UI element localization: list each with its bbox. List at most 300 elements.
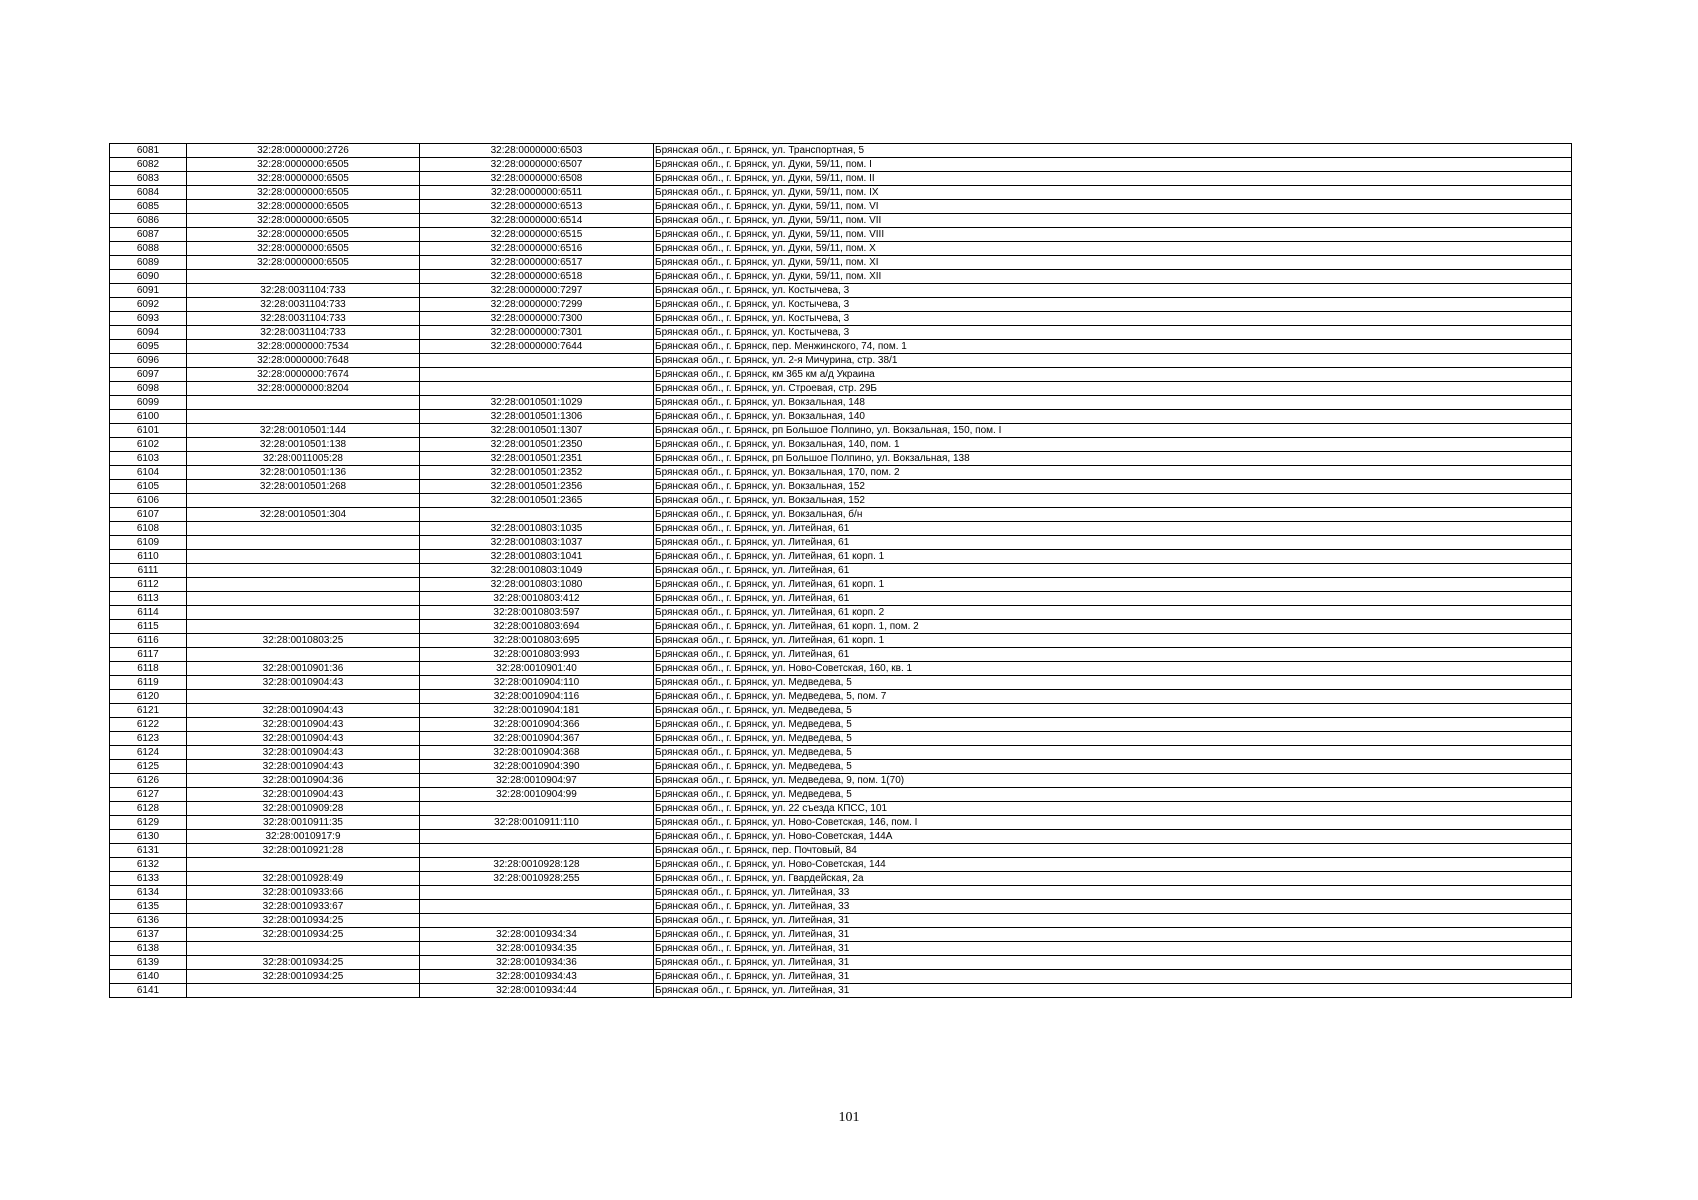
cadastral-number-cell: 32:28:0010501:2365 bbox=[420, 494, 654, 508]
parent-cadastral-number-cell: 32:28:0010921:28 bbox=[187, 844, 420, 858]
address-cell: Брянская обл., г. Брянск, ул. Литейная, 33 bbox=[654, 900, 1572, 914]
address-cell: Брянская обл., г. Брянск, ул. Дуки, 59/11, пом. I bbox=[654, 158, 1572, 172]
parent-cadastral-number-cell: 32:28:0010904:43 bbox=[187, 788, 420, 802]
cadastral-number-cell: 32:28:0010501:2351 bbox=[420, 452, 654, 466]
address-cell: Брянская обл., г. Брянск, ул. Литейная, 31 bbox=[654, 956, 1572, 970]
table-row bbox=[110, 928, 1572, 942]
table-row bbox=[110, 200, 1572, 214]
address-cell: Брянская обл., г. Брянск, ул. Вокзальная, 140 bbox=[654, 410, 1572, 424]
table-row bbox=[110, 242, 1572, 256]
address-cell: Брянская обл., г. Брянск, ул. Литейная, 31 bbox=[654, 928, 1572, 942]
parent-cadastral-number-cell: 32:28:0011005:28 bbox=[187, 452, 420, 466]
address-cell: Брянская обл., г. Брянск, ул. Дуки, 59/11, пом. IX bbox=[654, 186, 1572, 200]
cadastral-number-cell: 32:28:0010904:367 bbox=[420, 732, 654, 746]
parent-cadastral-number-cell: 32:28:0010904:43 bbox=[187, 718, 420, 732]
cadastral-number-cell bbox=[420, 354, 654, 368]
table-row bbox=[110, 732, 1572, 746]
parent-cadastral-number-cell bbox=[187, 606, 420, 620]
address-cell: Брянская обл., г. Брянск, ул. Костычева, 3 bbox=[654, 326, 1572, 340]
row-number-cell: 6090 bbox=[110, 270, 187, 284]
table-row bbox=[110, 802, 1572, 816]
address-cell: Брянская обл., г. Брянск, ул. Транспортная, 5 bbox=[654, 144, 1572, 158]
table-row bbox=[110, 452, 1572, 466]
address-cell: Брянская обл., г. Брянск, ул. Ново-Советская, 160, кв. 1 bbox=[654, 662, 1572, 676]
parent-cadastral-number-cell: 32:28:0031104:733 bbox=[187, 326, 420, 340]
address-cell: Брянская обл., г. Брянск, ул. Литейная, 61 bbox=[654, 592, 1572, 606]
cadastral-number-cell: 32:28:0010904:368 bbox=[420, 746, 654, 760]
table-row bbox=[110, 760, 1572, 774]
row-number-cell: 6131 bbox=[110, 844, 187, 858]
table-row bbox=[110, 508, 1572, 522]
table-row bbox=[110, 662, 1572, 676]
table-row bbox=[110, 438, 1572, 452]
cadastral-number-cell bbox=[420, 830, 654, 844]
row-number-cell: 6125 bbox=[110, 760, 187, 774]
parent-cadastral-number-cell: 32:28:0010934:25 bbox=[187, 956, 420, 970]
row-number-cell: 6089 bbox=[110, 256, 187, 270]
table-row bbox=[110, 984, 1572, 998]
row-number-cell: 6105 bbox=[110, 480, 187, 494]
table-row bbox=[110, 312, 1572, 326]
address-cell: Брянская обл., г. Брянск, ул. Вокзальная, 170, пом. 2 bbox=[654, 466, 1572, 480]
parent-cadastral-number-cell: 32:28:0031104:733 bbox=[187, 284, 420, 298]
parent-cadastral-number-cell: 32:28:0010904:43 bbox=[187, 746, 420, 760]
table-row bbox=[110, 256, 1572, 270]
parent-cadastral-number-cell: 32:28:0000000:7674 bbox=[187, 368, 420, 382]
parent-cadastral-number-cell: 32:28:0010917:9 bbox=[187, 830, 420, 844]
table-row bbox=[110, 634, 1572, 648]
row-number-cell: 6112 bbox=[110, 578, 187, 592]
parent-cadastral-number-cell: 32:28:0010934:25 bbox=[187, 914, 420, 928]
table-row bbox=[110, 858, 1572, 872]
cadastral-number-cell: 32:28:0010911:110 bbox=[420, 816, 654, 830]
cadastral-number-cell: 32:28:0010501:2352 bbox=[420, 466, 654, 480]
parent-cadastral-number-cell: 32:28:0031104:733 bbox=[187, 312, 420, 326]
cadastral-number-cell: 32:28:0000000:6518 bbox=[420, 270, 654, 284]
table-row bbox=[110, 690, 1572, 704]
address-cell: Брянская обл., г. Брянск, ул. Дуки, 59/11, пом. VIII bbox=[654, 228, 1572, 242]
row-number-cell: 6130 bbox=[110, 830, 187, 844]
cadastral-number-cell bbox=[420, 368, 654, 382]
cadastral-number-cell: 32:28:0010803:1037 bbox=[420, 536, 654, 550]
cadastral-number-cell: 32:28:0000000:7644 bbox=[420, 340, 654, 354]
parent-cadastral-number-cell bbox=[187, 410, 420, 424]
row-number-cell: 6132 bbox=[110, 858, 187, 872]
row-number-cell: 6099 bbox=[110, 396, 187, 410]
table-row bbox=[110, 354, 1572, 368]
cadastral-number-cell: 32:28:0000000:6507 bbox=[420, 158, 654, 172]
row-number-cell: 6083 bbox=[110, 172, 187, 186]
address-cell: Брянская обл., г. Брянск, ул. Литейная, 61 корп. 1 bbox=[654, 578, 1572, 592]
row-number-cell: 6094 bbox=[110, 326, 187, 340]
table-row bbox=[110, 774, 1572, 788]
table-row bbox=[110, 564, 1572, 578]
table-row bbox=[110, 550, 1572, 564]
parent-cadastral-number-cell: 32:28:0000000:7648 bbox=[187, 354, 420, 368]
address-cell: Брянская обл., г. Брянск, ул. Ново-Советская, 146, пом. I bbox=[654, 816, 1572, 830]
address-cell: Брянская обл., г. Брянск, ул. 22 съезда КПСС, 101 bbox=[654, 802, 1572, 816]
parent-cadastral-number-cell: 32:28:0010501:268 bbox=[187, 480, 420, 494]
row-number-cell: 6141 bbox=[110, 984, 187, 998]
parent-cadastral-number-cell bbox=[187, 620, 420, 634]
cadastral-number-cell: 32:28:0010904:116 bbox=[420, 690, 654, 704]
parent-cadastral-number-cell: 32:28:0000000:6505 bbox=[187, 214, 420, 228]
parent-cadastral-number-cell: 32:28:0010933:66 bbox=[187, 886, 420, 900]
table-row bbox=[110, 620, 1572, 634]
cadastral-number-cell: 32:28:0010904:390 bbox=[420, 760, 654, 774]
table-row bbox=[110, 382, 1572, 396]
table-row bbox=[110, 494, 1572, 508]
table-row bbox=[110, 718, 1572, 732]
address-cell: Брянская обл., г. Брянск, пер. Менжинского, 74, пом. 1 bbox=[654, 340, 1572, 354]
row-number-cell: 6118 bbox=[110, 662, 187, 676]
row-number-cell: 6103 bbox=[110, 452, 187, 466]
row-number-cell: 6120 bbox=[110, 690, 187, 704]
address-cell: Брянская обл., г. Брянск, ул. Ново-Советская, 144 bbox=[654, 858, 1572, 872]
address-cell: Брянская обл., г. Брянск, ул. Вокзальная, 148 bbox=[654, 396, 1572, 410]
row-number-cell: 6108 bbox=[110, 522, 187, 536]
cadastral-number-cell: 32:28:0010803:597 bbox=[420, 606, 654, 620]
parent-cadastral-number-cell bbox=[187, 942, 420, 956]
row-number-cell: 6091 bbox=[110, 284, 187, 298]
parent-cadastral-number-cell: 32:28:0010933:67 bbox=[187, 900, 420, 914]
address-cell: Брянская обл., г. Брянск, ул. Медведева, 5 bbox=[654, 788, 1572, 802]
address-cell: Брянская обл., г. Брянск, ул. Вокзальная, 152 bbox=[654, 480, 1572, 494]
row-number-cell: 6121 bbox=[110, 704, 187, 718]
cadastral-number-cell: 32:28:0010904:181 bbox=[420, 704, 654, 718]
parent-cadastral-number-cell bbox=[187, 648, 420, 662]
table-row bbox=[110, 648, 1572, 662]
row-number-cell: 6135 bbox=[110, 900, 187, 914]
cadastral-number-cell: 32:28:0010803:1041 bbox=[420, 550, 654, 564]
cadastral-number-cell: 32:28:0010928:255 bbox=[420, 872, 654, 886]
cadastral-number-cell: 32:28:0010803:1035 bbox=[420, 522, 654, 536]
row-number-cell: 6114 bbox=[110, 606, 187, 620]
row-number-cell: 6100 bbox=[110, 410, 187, 424]
row-number-cell: 6129 bbox=[110, 816, 187, 830]
table-row bbox=[110, 410, 1572, 424]
cadastral-number-cell: 32:28:0000000:6511 bbox=[420, 186, 654, 200]
table-row bbox=[110, 270, 1572, 284]
cadastral-number-cell: 32:28:0000000:6517 bbox=[420, 256, 654, 270]
cadastral-number-cell bbox=[420, 844, 654, 858]
table-row bbox=[110, 872, 1572, 886]
row-number-cell: 6111 bbox=[110, 564, 187, 578]
parent-cadastral-number-cell bbox=[187, 270, 420, 284]
cadastral-number-cell: 32:28:0000000:6513 bbox=[420, 200, 654, 214]
row-number-cell: 6086 bbox=[110, 214, 187, 228]
cadastral-number-cell: 32:28:0010904:110 bbox=[420, 676, 654, 690]
row-number-cell: 6117 bbox=[110, 648, 187, 662]
parent-cadastral-number-cell bbox=[187, 578, 420, 592]
cadastral-table bbox=[109, 143, 1572, 998]
cadastral-number-cell bbox=[420, 886, 654, 900]
row-number-cell: 6084 bbox=[110, 186, 187, 200]
row-number-cell: 6137 bbox=[110, 928, 187, 942]
table-row bbox=[110, 340, 1572, 354]
cadastral-number-cell: 32:28:0000000:7300 bbox=[420, 312, 654, 326]
address-cell: Брянская обл., г. Брянск, ул. Медведева, 5 bbox=[654, 704, 1572, 718]
table-row bbox=[110, 144, 1572, 158]
address-cell: Брянская обл., г. Брянск, ул. Медведева, 5 bbox=[654, 676, 1572, 690]
table-row bbox=[110, 830, 1572, 844]
address-cell: Брянская обл., г. Брянск, ул. Литейная, 31 bbox=[654, 984, 1572, 998]
table-row bbox=[110, 606, 1572, 620]
address-cell: Брянская обл., г. Брянск, рп Большое Полпино, ул. Вокзальная, 138 bbox=[654, 452, 1572, 466]
row-number-cell: 6113 bbox=[110, 592, 187, 606]
address-cell: Брянская обл., г. Брянск, ул. Дуки, 59/11, пом. VII bbox=[654, 214, 1572, 228]
cadastral-number-cell: 32:28:0010803:412 bbox=[420, 592, 654, 606]
row-number-cell: 6102 bbox=[110, 438, 187, 452]
row-number-cell: 6124 bbox=[110, 746, 187, 760]
parent-cadastral-number-cell bbox=[187, 550, 420, 564]
row-number-cell: 6092 bbox=[110, 298, 187, 312]
cadastral-number-cell: 32:28:0010803:1080 bbox=[420, 578, 654, 592]
parent-cadastral-number-cell: 32:28:0000000:6505 bbox=[187, 228, 420, 242]
parent-cadastral-number-cell bbox=[187, 396, 420, 410]
row-number-cell: 6104 bbox=[110, 466, 187, 480]
page-number: 101 bbox=[838, 1110, 860, 1125]
cadastral-number-cell: 32:28:0010803:695 bbox=[420, 634, 654, 648]
cadastral-number-cell: 32:28:0010501:1307 bbox=[420, 424, 654, 438]
cadastral-number-cell: 32:28:0000000:6508 bbox=[420, 172, 654, 186]
address-cell: Брянская обл., г. Брянск, ул. 2-я Мичурина, стр. 38/1 bbox=[654, 354, 1572, 368]
cadastral-number-cell: 32:28:0010934:36 bbox=[420, 956, 654, 970]
row-number-cell: 6134 bbox=[110, 886, 187, 900]
cadastral-number-cell: 32:28:0010904:99 bbox=[420, 788, 654, 802]
table-row bbox=[110, 676, 1572, 690]
cadastral-number-cell: 32:28:0000000:7299 bbox=[420, 298, 654, 312]
parent-cadastral-number-cell: 32:28:0010501:138 bbox=[187, 438, 420, 452]
cadastral-number-cell bbox=[420, 914, 654, 928]
address-cell: Брянская обл., г. Брянск, ул. Литейная, 61 bbox=[654, 564, 1572, 578]
address-cell: Брянская обл., г. Брянск, ул. Вокзальная, б/н bbox=[654, 508, 1572, 522]
table-row bbox=[110, 746, 1572, 760]
parent-cadastral-number-cell: 32:28:0010934:25 bbox=[187, 928, 420, 942]
address-cell: Брянская обл., г. Брянск, ул. Литейная, 33 bbox=[654, 886, 1572, 900]
address-cell: Брянская обл., г. Брянск, ул. Дуки, 59/11, пом. XI bbox=[654, 256, 1572, 270]
table-row bbox=[110, 466, 1572, 480]
parent-cadastral-number-cell: 32:28:0000000:8204 bbox=[187, 382, 420, 396]
cadastral-number-cell: 32:28:0010501:2356 bbox=[420, 480, 654, 494]
address-cell: Брянская обл., г. Брянск, ул. Дуки, 59/11, пом. XII bbox=[654, 270, 1572, 284]
row-number-cell: 6122 bbox=[110, 718, 187, 732]
table-row bbox=[110, 284, 1572, 298]
cadastral-number-cell: 32:28:0010501:1029 bbox=[420, 396, 654, 410]
table-row bbox=[110, 424, 1572, 438]
cadastral-number-cell: 32:28:0010904:97 bbox=[420, 774, 654, 788]
cadastral-number-cell: 32:28:0010803:993 bbox=[420, 648, 654, 662]
table-row bbox=[110, 844, 1572, 858]
address-cell: Брянская обл., г. Брянск, ул. Дуки, 59/11, пом. X bbox=[654, 242, 1572, 256]
table-row bbox=[110, 172, 1572, 186]
address-cell: Брянская обл., г. Брянск, ул. Дуки, 59/11, пом. VI bbox=[654, 200, 1572, 214]
cadastral-number-cell: 32:28:0010803:1049 bbox=[420, 564, 654, 578]
row-number-cell: 6082 bbox=[110, 158, 187, 172]
row-number-cell: 6128 bbox=[110, 802, 187, 816]
parent-cadastral-number-cell: 32:28:0000000:6505 bbox=[187, 256, 420, 270]
row-number-cell: 6109 bbox=[110, 536, 187, 550]
cadastral-number-cell: 32:28:0010501:2350 bbox=[420, 438, 654, 452]
table-row bbox=[110, 578, 1572, 592]
row-number-cell: 6119 bbox=[110, 676, 187, 690]
address-cell: Брянская обл., г. Брянск, ул. Строевая, стр. 29Б bbox=[654, 382, 1572, 396]
table-row bbox=[110, 970, 1572, 984]
cadastral-number-cell: 32:28:0010934:43 bbox=[420, 970, 654, 984]
row-number-cell: 6126 bbox=[110, 774, 187, 788]
row-number-cell: 6085 bbox=[110, 200, 187, 214]
parent-cadastral-number-cell: 32:28:0000000:2726 bbox=[187, 144, 420, 158]
row-number-cell: 6136 bbox=[110, 914, 187, 928]
cadastral-number-cell: 32:28:0010928:128 bbox=[420, 858, 654, 872]
parent-cadastral-number-cell: 32:28:0000000:6505 bbox=[187, 186, 420, 200]
address-cell: Брянская обл., г. Брянск, ул. Литейная, 61 корп. 1 bbox=[654, 634, 1572, 648]
address-cell: Брянская обл., г. Брянск, ул. Костычева, 3 bbox=[654, 284, 1572, 298]
cadastral-number-cell bbox=[420, 802, 654, 816]
cadastral-number-cell: 32:28:0010934:35 bbox=[420, 942, 654, 956]
address-cell: Брянская обл., г. Брянск, ул. Литейная, 61 bbox=[654, 648, 1572, 662]
address-cell: Брянская обл., г. Брянск, ул. Литейная, 61 корп. 1 bbox=[654, 550, 1572, 564]
table-row bbox=[110, 886, 1572, 900]
address-cell: Брянская обл., г. Брянск, рп Большое Полпино, ул. Вокзальная, 150, пом. I bbox=[654, 424, 1572, 438]
address-cell: Брянская обл., г. Брянск, ул. Гвардейская, 2а bbox=[654, 872, 1572, 886]
table-row bbox=[110, 326, 1572, 340]
cadastral-number-cell bbox=[420, 508, 654, 522]
parent-cadastral-number-cell bbox=[187, 536, 420, 550]
table-row bbox=[110, 214, 1572, 228]
address-cell: Брянская обл., г. Брянск, ул. Медведева, 5, пом. 7 bbox=[654, 690, 1572, 704]
address-cell: Брянская обл., г. Брянск, ул. Литейная, 61 корп. 2 bbox=[654, 606, 1572, 620]
parent-cadastral-number-cell: 32:28:0010501:136 bbox=[187, 466, 420, 480]
address-cell: Брянская обл., г. Брянск, ул. Литейная, 31 bbox=[654, 914, 1572, 928]
table-row bbox=[110, 942, 1572, 956]
parent-cadastral-number-cell: 32:28:0010904:43 bbox=[187, 732, 420, 746]
parent-cadastral-number-cell: 32:28:0010904:43 bbox=[187, 704, 420, 718]
address-cell: Брянская обл., г. Брянск, ул. Вокзальная, 140, пом. 1 bbox=[654, 438, 1572, 452]
cadastral-number-cell: 32:28:0000000:7301 bbox=[420, 326, 654, 340]
parent-cadastral-number-cell: 32:28:0000000:6505 bbox=[187, 200, 420, 214]
cadastral-number-cell: 32:28:0000000:6503 bbox=[420, 144, 654, 158]
parent-cadastral-number-cell bbox=[187, 858, 420, 872]
parent-cadastral-number-cell bbox=[187, 984, 420, 998]
row-number-cell: 6116 bbox=[110, 634, 187, 648]
cadastral-number-cell: 32:28:0000000:6514 bbox=[420, 214, 654, 228]
table-row bbox=[110, 536, 1572, 550]
table-row bbox=[110, 368, 1572, 382]
parent-cadastral-number-cell: 32:28:0010909:28 bbox=[187, 802, 420, 816]
address-cell: Брянская обл., г. Брянск, ул. Медведева, 9, пом. 1(70) bbox=[654, 774, 1572, 788]
parent-cadastral-number-cell bbox=[187, 690, 420, 704]
table-row bbox=[110, 914, 1572, 928]
parent-cadastral-number-cell: 32:28:0010904:43 bbox=[187, 676, 420, 690]
row-number-cell: 6088 bbox=[110, 242, 187, 256]
row-number-cell: 6140 bbox=[110, 970, 187, 984]
table-row bbox=[110, 396, 1572, 410]
parent-cadastral-number-cell: 32:28:0010803:25 bbox=[187, 634, 420, 648]
address-cell: Брянская обл., г. Брянск, ул. Литейная, 31 bbox=[654, 942, 1572, 956]
row-number-cell: 6106 bbox=[110, 494, 187, 508]
address-cell: Брянская обл., г. Брянск, ул. Литейная, 61 корп. 1, пом. 2 bbox=[654, 620, 1572, 634]
row-number-cell: 6095 bbox=[110, 340, 187, 354]
table-row bbox=[110, 228, 1572, 242]
table-row bbox=[110, 186, 1572, 200]
cadastral-number-cell: 32:28:0010904:366 bbox=[420, 718, 654, 732]
row-number-cell: 6133 bbox=[110, 872, 187, 886]
row-number-cell: 6138 bbox=[110, 942, 187, 956]
row-number-cell: 6107 bbox=[110, 508, 187, 522]
cadastral-number-cell: 32:28:0010901:40 bbox=[420, 662, 654, 676]
parent-cadastral-number-cell bbox=[187, 564, 420, 578]
table-row bbox=[110, 900, 1572, 914]
parent-cadastral-number-cell bbox=[187, 522, 420, 536]
row-number-cell: 6110 bbox=[110, 550, 187, 564]
row-number-cell: 6096 bbox=[110, 354, 187, 368]
parent-cadastral-number-cell: 32:28:0000000:6505 bbox=[187, 158, 420, 172]
address-cell: Брянская обл., г. Брянск, ул. Медведева, 5 bbox=[654, 746, 1572, 760]
address-cell: Брянская обл., г. Брянск, ул. Костычева, 3 bbox=[654, 298, 1572, 312]
row-number-cell: 6081 bbox=[110, 144, 187, 158]
address-cell: Брянская обл., г. Брянск, ул. Вокзальная, 152 bbox=[654, 494, 1572, 508]
address-cell: Брянская обл., г. Брянск, ул. Ново-Советская, 144А bbox=[654, 830, 1572, 844]
table-row bbox=[110, 704, 1572, 718]
parent-cadastral-number-cell: 32:28:0010934:25 bbox=[187, 970, 420, 984]
address-cell: Брянская обл., г. Брянск, ул. Костычева, 3 bbox=[654, 312, 1572, 326]
cadastral-number-cell: 32:28:0000000:7297 bbox=[420, 284, 654, 298]
parent-cadastral-number-cell: 32:28:0000000:7534 bbox=[187, 340, 420, 354]
parent-cadastral-number-cell bbox=[187, 494, 420, 508]
cadastral-number-cell: 32:28:0010803:694 bbox=[420, 620, 654, 634]
table-row bbox=[110, 298, 1572, 312]
address-cell: Брянская обл., г. Брянск, ул. Литейная, 31 bbox=[654, 970, 1572, 984]
table-row bbox=[110, 158, 1572, 172]
cadastral-number-cell: 32:28:0000000:6516 bbox=[420, 242, 654, 256]
row-number-cell: 6115 bbox=[110, 620, 187, 634]
cadastral-number-cell bbox=[420, 382, 654, 396]
parent-cadastral-number-cell: 32:28:0010501:304 bbox=[187, 508, 420, 522]
parent-cadastral-number-cell: 32:28:0010928:49 bbox=[187, 872, 420, 886]
parent-cadastral-number-cell bbox=[187, 592, 420, 606]
row-number-cell: 6123 bbox=[110, 732, 187, 746]
parent-cadastral-number-cell: 32:28:0010901:36 bbox=[187, 662, 420, 676]
address-cell: Брянская обл., г. Брянск, ул. Дуки, 59/11, пом. II bbox=[654, 172, 1572, 186]
table-row bbox=[110, 480, 1572, 494]
cadastral-number-cell: 32:28:0010934:44 bbox=[420, 984, 654, 998]
parent-cadastral-number-cell: 32:28:0010904:43 bbox=[187, 760, 420, 774]
table-row bbox=[110, 788, 1572, 802]
address-cell: Брянская обл., г. Брянск, км 365 км а/д Украина bbox=[654, 368, 1572, 382]
parent-cadastral-number-cell: 32:28:0031104:733 bbox=[187, 298, 420, 312]
row-number-cell: 6127 bbox=[110, 788, 187, 802]
table-row bbox=[110, 816, 1572, 830]
cadastral-number-cell: 32:28:0010934:34 bbox=[420, 928, 654, 942]
parent-cadastral-number-cell: 32:28:0000000:6505 bbox=[187, 172, 420, 186]
cadastral-number-cell: 32:28:0010501:1306 bbox=[420, 410, 654, 424]
cadastral-table-body bbox=[110, 144, 1572, 998]
row-number-cell: 6087 bbox=[110, 228, 187, 242]
address-cell: Брянская обл., г. Брянск, ул. Медведева, 5 bbox=[654, 718, 1572, 732]
address-cell: Брянская обл., г. Брянск, ул. Литейная, 61 bbox=[654, 536, 1572, 550]
address-cell: Брянская обл., г. Брянск, пер. Почтовый, 84 bbox=[654, 844, 1572, 858]
row-number-cell: 6098 bbox=[110, 382, 187, 396]
parent-cadastral-number-cell: 32:28:0010501:144 bbox=[187, 424, 420, 438]
address-cell: Брянская обл., г. Брянск, ул. Медведева, 5 bbox=[654, 760, 1572, 774]
row-number-cell: 6139 bbox=[110, 956, 187, 970]
parent-cadastral-number-cell: 32:28:0010911:35 bbox=[187, 816, 420, 830]
row-number-cell: 6097 bbox=[110, 368, 187, 382]
row-number-cell: 6101 bbox=[110, 424, 187, 438]
parent-cadastral-number-cell: 32:28:0000000:6505 bbox=[187, 242, 420, 256]
parent-cadastral-number-cell: 32:28:0010904:36 bbox=[187, 774, 420, 788]
